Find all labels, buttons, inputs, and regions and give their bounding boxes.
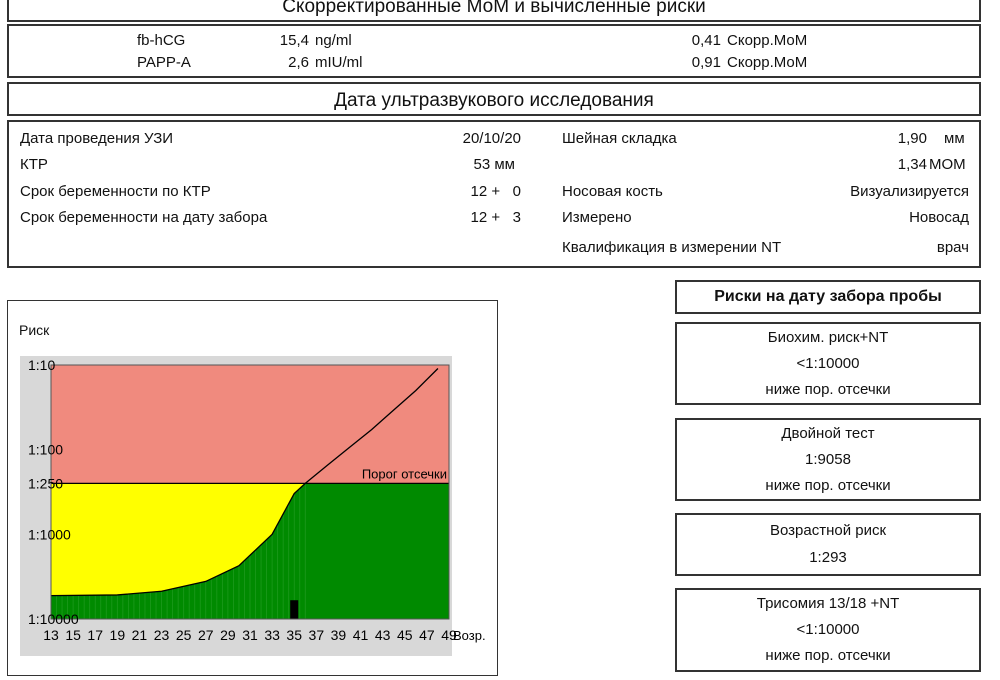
us-value: 1,90 [897, 130, 927, 147]
risk-note: ниже пор. отсечки [765, 381, 891, 398]
us-value: 53 мм [473, 156, 515, 173]
x-tick-label: 17 [87, 627, 104, 643]
ultrasound-details-box [7, 120, 981, 268]
x-tick-label: 31 [242, 627, 258, 643]
x-tick-label: 15 [65, 627, 81, 643]
risk-chart-panel [7, 300, 498, 676]
marker-value: 2,6 [288, 54, 309, 71]
risk-box-age [675, 513, 981, 576]
us-label: Срок беременности на дату забора [20, 209, 268, 226]
ultrasound-title-box [7, 82, 981, 116]
us-value: 20/10/20 [462, 130, 521, 147]
us-label: Шейная складка [562, 130, 677, 147]
risk-name: Биохим. риск+NT [767, 329, 889, 346]
us-value: 12 + 3 [470, 209, 521, 226]
us-unit: мм [944, 130, 965, 147]
x-tick-label: 45 [396, 627, 413, 643]
cutoff-label: Порог отсечки [361, 466, 447, 482]
x-tick-label: 19 [109, 627, 126, 643]
risk-name: Возрастной риск [769, 522, 887, 539]
risks-title: Риски на дату забора пробы [714, 288, 942, 305]
marker-value: 15,4 [279, 32, 309, 49]
risks-title-box [675, 280, 981, 314]
marker-mom: 0,41 [691, 32, 721, 49]
marker-unit: mIU/ml [315, 54, 363, 71]
risk-name: Двойной тест [781, 425, 875, 442]
header-box [7, 0, 981, 22]
us-value: 12 + 0 [470, 183, 521, 200]
x-tick-label: 21 [131, 627, 148, 643]
risk-value: <1:10000 [796, 621, 860, 638]
risk-chart [8, 301, 496, 673]
us-value: Новосад [909, 209, 969, 226]
x-tick-label: 33 [264, 627, 280, 643]
us-unit: МОМ [929, 156, 966, 173]
markers-box [7, 24, 981, 78]
x-tick-label: 13 [43, 627, 59, 643]
risk-box-biochem [675, 322, 981, 405]
x-tick-label: 25 [175, 627, 192, 643]
risk-value: 1:9058 [805, 451, 851, 468]
us-label: КТР [20, 156, 48, 173]
y-tick-label: 1:250 [28, 475, 64, 492]
us-label: Носовая кость [562, 183, 663, 200]
us-value: Визуализируется [850, 183, 969, 200]
risk-value: <1:10000 [796, 355, 860, 372]
y-tick-label: 1:10000 [28, 611, 79, 627]
risk-name: Трисомия 13/18 +NT [756, 595, 900, 612]
x-tick-label: 27 [197, 627, 214, 643]
x-tick-label: 43 [374, 627, 391, 643]
x-tick-label: 39 [330, 627, 347, 643]
marker-name: fb-hCG [137, 32, 186, 49]
y-tick-label: 1:100 [28, 441, 64, 458]
us-label: Квалификация в измерении NT [562, 239, 782, 256]
y-tick-label: 1:1000 [28, 526, 71, 543]
risk-box-double-test [675, 418, 981, 501]
risk-note: ниже пор. отсечки [765, 647, 891, 664]
x-tick-label: 37 [308, 627, 325, 643]
risk-box-trisomy [675, 588, 981, 672]
x-tick-label: 41 [352, 627, 369, 643]
x-tick-label: 23 [153, 627, 170, 643]
marker-mom-unit: Скорр.МоМ [727, 54, 808, 71]
risk-value: 1:293 [809, 549, 847, 566]
us-label: Измерено [562, 209, 632, 226]
chart-y-label: Риск [19, 322, 50, 338]
marker-name: PAPP-A [137, 54, 191, 71]
x-axis-label: Возр. [453, 628, 486, 643]
y-tick-label: 1:10 [28, 357, 56, 373]
marker-mom-unit: Скорр.МоМ [727, 32, 808, 49]
us-value: врач [936, 239, 969, 256]
x-tick-label: 35 [286, 627, 303, 643]
marker-unit: ng/ml [315, 32, 352, 49]
x-tick-label: 29 [220, 627, 236, 643]
x-tick-label: 47 [419, 627, 435, 643]
x-tick-label: 49 [441, 627, 457, 643]
marker-mom: 0,91 [691, 54, 721, 71]
ultrasound-title: Дата ультразвукового исследования [334, 90, 654, 111]
us-label: Дата проведения УЗИ [20, 130, 174, 147]
patient-marker [290, 600, 298, 619]
us-label: Срок беременности по КТР [20, 183, 211, 200]
page-title: Скорректированные МоМ и вычисленные риски [282, 0, 706, 17]
us-value: 1,34 [897, 156, 927, 173]
risk-note: ниже пор. отсечки [765, 477, 891, 494]
